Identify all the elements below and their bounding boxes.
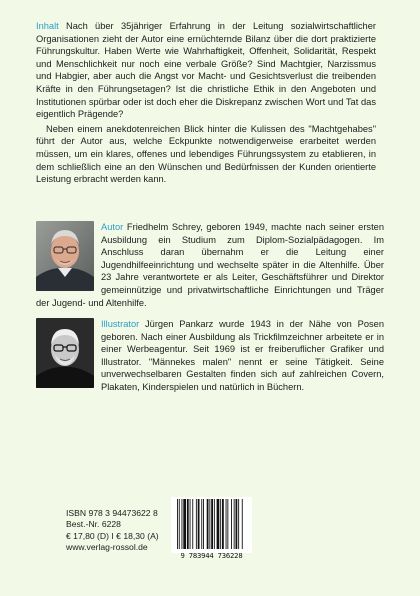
illustrator-section [36,318,384,394]
author-section [36,221,384,309]
barcode-bars [171,497,252,553]
barcode-bar [203,499,204,549]
barcode-bar [190,499,191,549]
barcode-bar [183,499,186,549]
author-photo [36,221,94,291]
barcode-bar [217,499,220,549]
barcode-bar [192,499,193,549]
barcode-bar [198,499,200,549]
barcode-bar [236,499,238,549]
barcode-digits: 9 783944 736228 [180,551,243,560]
barcode-bar [231,499,232,549]
author-text: Friedhelm Schrey, geboren 1949, machte nach seiner ersten Ausbildung ein Studium zum Diplom-Sozialpädagogen. Im Anschluss daran übernahm er die Leitung einer Jugendhilfeeinrichtung und wechselte später in die Altenhilfe. Über 23 Jahre verantwortete er als Leiter, Geschäftsführer und Direktor gemeinnützige und privatwirtschaftliche Einrichtungen und Träger der Jugend- und Altenhilfe. [36,222,384,308]
barcode-bar [211,499,213,549]
barcode-bar [201,499,202,549]
price-line: € 17,80 (D) I € 18,30 (A) [66,530,159,541]
barcode-bar [196,499,197,549]
barcode-bar [187,499,189,549]
barcode-bar [226,499,227,549]
content-label: Inhalt [36,21,59,31]
barcode-bar [182,499,183,549]
order-number-line: Best.-Nr. 6228 [66,519,121,530]
barcode-bar [177,499,178,549]
barcode-bar [238,499,239,549]
barcode-bar [207,499,209,549]
illustrator-label: Illustrator [101,319,140,329]
blurb-paragraph-1 [36,20,376,121]
barcode-bar [227,499,228,549]
isbn-barcode [171,497,252,561]
isbn-line: ISBN 978 3 94473622 8 [66,508,158,518]
barcode-bar [209,499,210,549]
imprint-block [66,508,159,554]
illustrator-text: Jürgen Pankarz wurde 1943 in der Nähe von Posen geboren. Nach einer Ausbildung als Trickfilmzeichner arbeitete er in einer Werbeagentur. Seit 1969 ist er freiberuflicher Grafiker und Illustrator. "Männekes malen" nennt er seine Tätigkeit. Seine unverwechselbaren Gestalten finden sich auf zahlreichen Covern, Plakaten, Kinderspielen und natürlich in Büchern. [101,319,384,392]
author-label: Autor [101,222,124,232]
website-line: www.verlag-rossol.de [66,542,148,553]
blurb-paragraph-2: Neben einem anekdotenreichen Blick hinter die Kulissen des "Machtgehabes" führt der Autor aus, welche Eckpunkte notwendigerweise erarbeitet werden müssen, um ein klares, offenes und lebendiges Führungssystem zu etablieren, in dem schließlich eine an den Wünschen und Bedürfnissen der Kunden orientierte Leistung erbracht werden kann. [36,123,376,185]
barcode-bar [222,499,224,549]
illustrator-photo [36,318,94,388]
content-blurb [36,20,376,186]
blurb-text-1: Nach über 35jähriger Erfahrung in der Leitung sozialwirtschaftlicher Organisationen zieht der Autor eine ernüchternde Bilanz über die dort praktizierte Führungskultur. Haben Werte wie Wahrhaftigkeit, Offenheit, Solidarität, Respekt und Menschlichkeit nur noch eine verbale Größe? Sind Machtgier, Narzissmus und Habgier, aber auch die Angst vor Macht- und Gesichtsverlust die treibenden Kräfte in den Führungsetagen? Ist die christliche Ethik in den Angeboten und Institutionen spürbar oder ist doch eher die Diskrepanz zwischen Wort und Tat das eigentlich Prägende? [36,21,376,120]
barcode-bar [220,499,221,549]
barcode-bar [242,499,243,549]
barcode-bar [234,499,235,549]
barcode-bar [214,499,215,549]
barcode-bar [179,499,180,549]
